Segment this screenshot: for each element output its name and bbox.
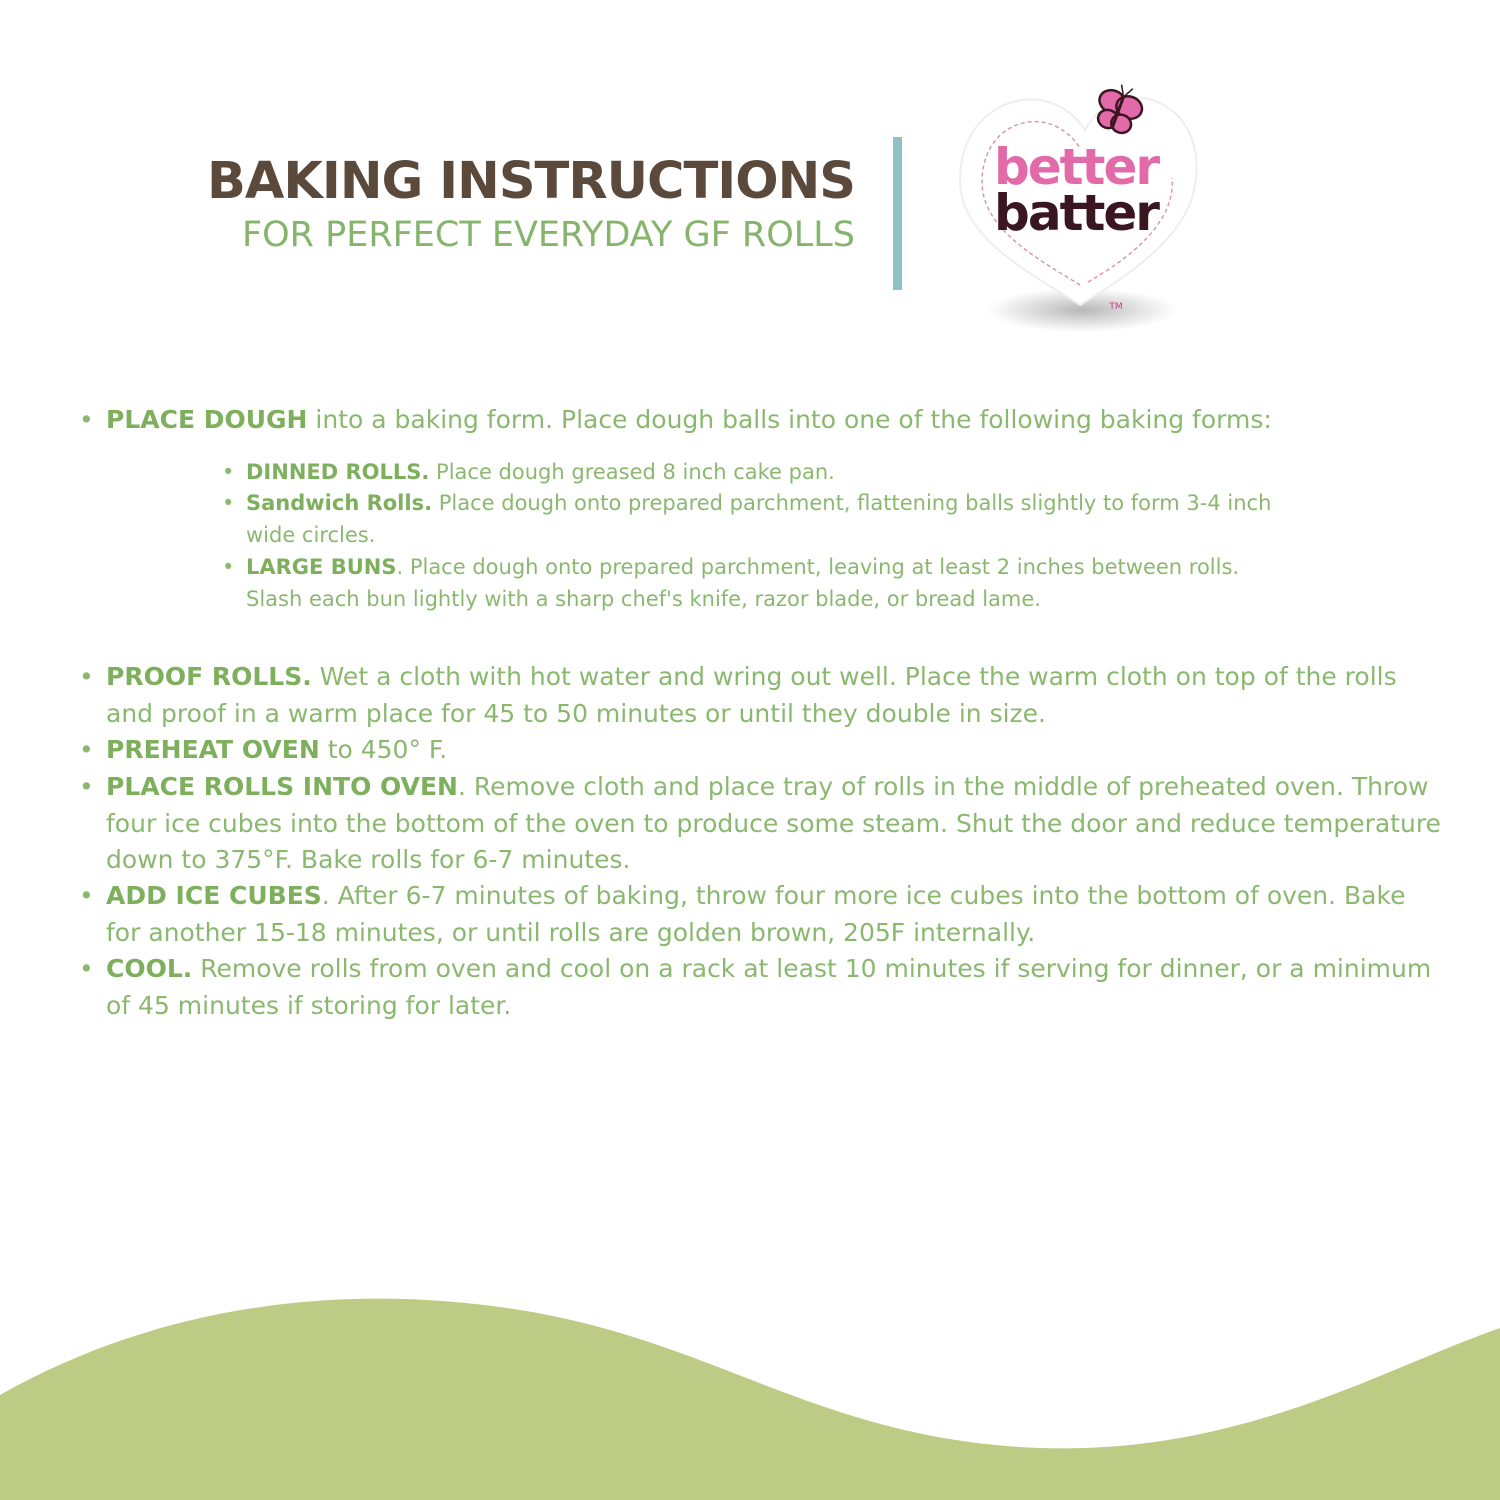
logo-word-better: better — [993, 138, 1159, 196]
step-text: . After 6-7 minutes of baking, throw four more ice cubes into the bottom of oven. Bake for another 15-18 minutes, or until rolls are golden brown, 205F internally. — [106, 881, 1406, 947]
bullet: • — [79, 662, 94, 691]
step-label: PLACE ROLLS INTO OVEN — [106, 772, 458, 801]
bullet: • — [79, 954, 94, 983]
page-subtitle: FOR PERFECT EVERYDAY GF ROLLS — [241, 215, 855, 255]
sub-step-label: LARGE BUNS — [246, 555, 397, 579]
decorative-wave — [0, 1290, 1500, 1500]
step-text: . Remove cloth and place tray of rolls in the middle of preheated oven. Throw four ice cubes into the bottom of the oven to produce some steam. Shut the door and reduce temperature down to 375°F. Bake rolls for 6-7 minutes. — [106, 772, 1441, 874]
sub-bullet: • — [222, 460, 235, 484]
header — [0, 0, 1500, 360]
sub-step-label: Sandwich Rolls. — [246, 491, 433, 515]
trademark-mark: TM — [1109, 302, 1123, 312]
step-label: PROOF ROLLS. — [106, 662, 312, 691]
list-item — [79, 769, 1446, 879]
sub-step-label: DINNED ROLLS. — [246, 460, 430, 484]
sub-list-item — [222, 456, 1306, 488]
step-text: to 450° F. — [319, 735, 448, 764]
bullet: • — [79, 772, 94, 801]
sub-bullet: • — [222, 491, 235, 515]
sub-step-text: Place dough greased 8 inch cake pan. — [429, 460, 835, 484]
bullet: • — [79, 881, 94, 910]
list-item — [79, 659, 1446, 732]
sub-step-text: Place dough onto prepared parchment, flattening balls slightly to form 3-4 inch wide circles. — [246, 491, 1272, 547]
page-title: BAKING INSTRUCTIONS — [207, 152, 855, 211]
step-text: Remove rolls from oven and cool on a rack at least 10 minutes if serving for dinner, or a minimum of 45 minutes if storing for later. — [106, 954, 1432, 1020]
title-block — [207, 150, 855, 260]
bullet: • — [79, 405, 94, 434]
sub-list-item — [222, 487, 1306, 551]
list-item — [79, 878, 1446, 951]
list-item — [79, 402, 1446, 439]
list-item — [79, 951, 1446, 1024]
sub-list-item — [222, 551, 1256, 615]
brand-logo — [940, 70, 1220, 345]
step-label: COOL. — [106, 954, 193, 983]
step-label: ADD ICE CUBES — [106, 881, 322, 910]
step-label: PLACE DOUGH — [106, 405, 308, 434]
bullet: • — [79, 735, 94, 764]
logo-word-batter: batter — [994, 184, 1158, 242]
sub-step-text: . Place dough onto prepared parchment, leaving at least 2 inches between rolls. Slash each bun lightly with a sharp chef's knife, razor blade, or bread lame. — [246, 555, 1240, 611]
header-divider — [893, 137, 902, 290]
step-text: Wet a cloth with hot water and wring out well. Place the warm cloth on top of the rolls and proof in a warm place for 45 to 50 minutes or until they double in size. — [106, 662, 1397, 728]
list-item — [79, 732, 1446, 769]
sub-bullet: • — [222, 555, 235, 579]
step-text: into a baking form. Place dough balls into one of the following baking forms: — [307, 405, 1272, 434]
step-label: PREHEAT OVEN — [106, 735, 320, 764]
